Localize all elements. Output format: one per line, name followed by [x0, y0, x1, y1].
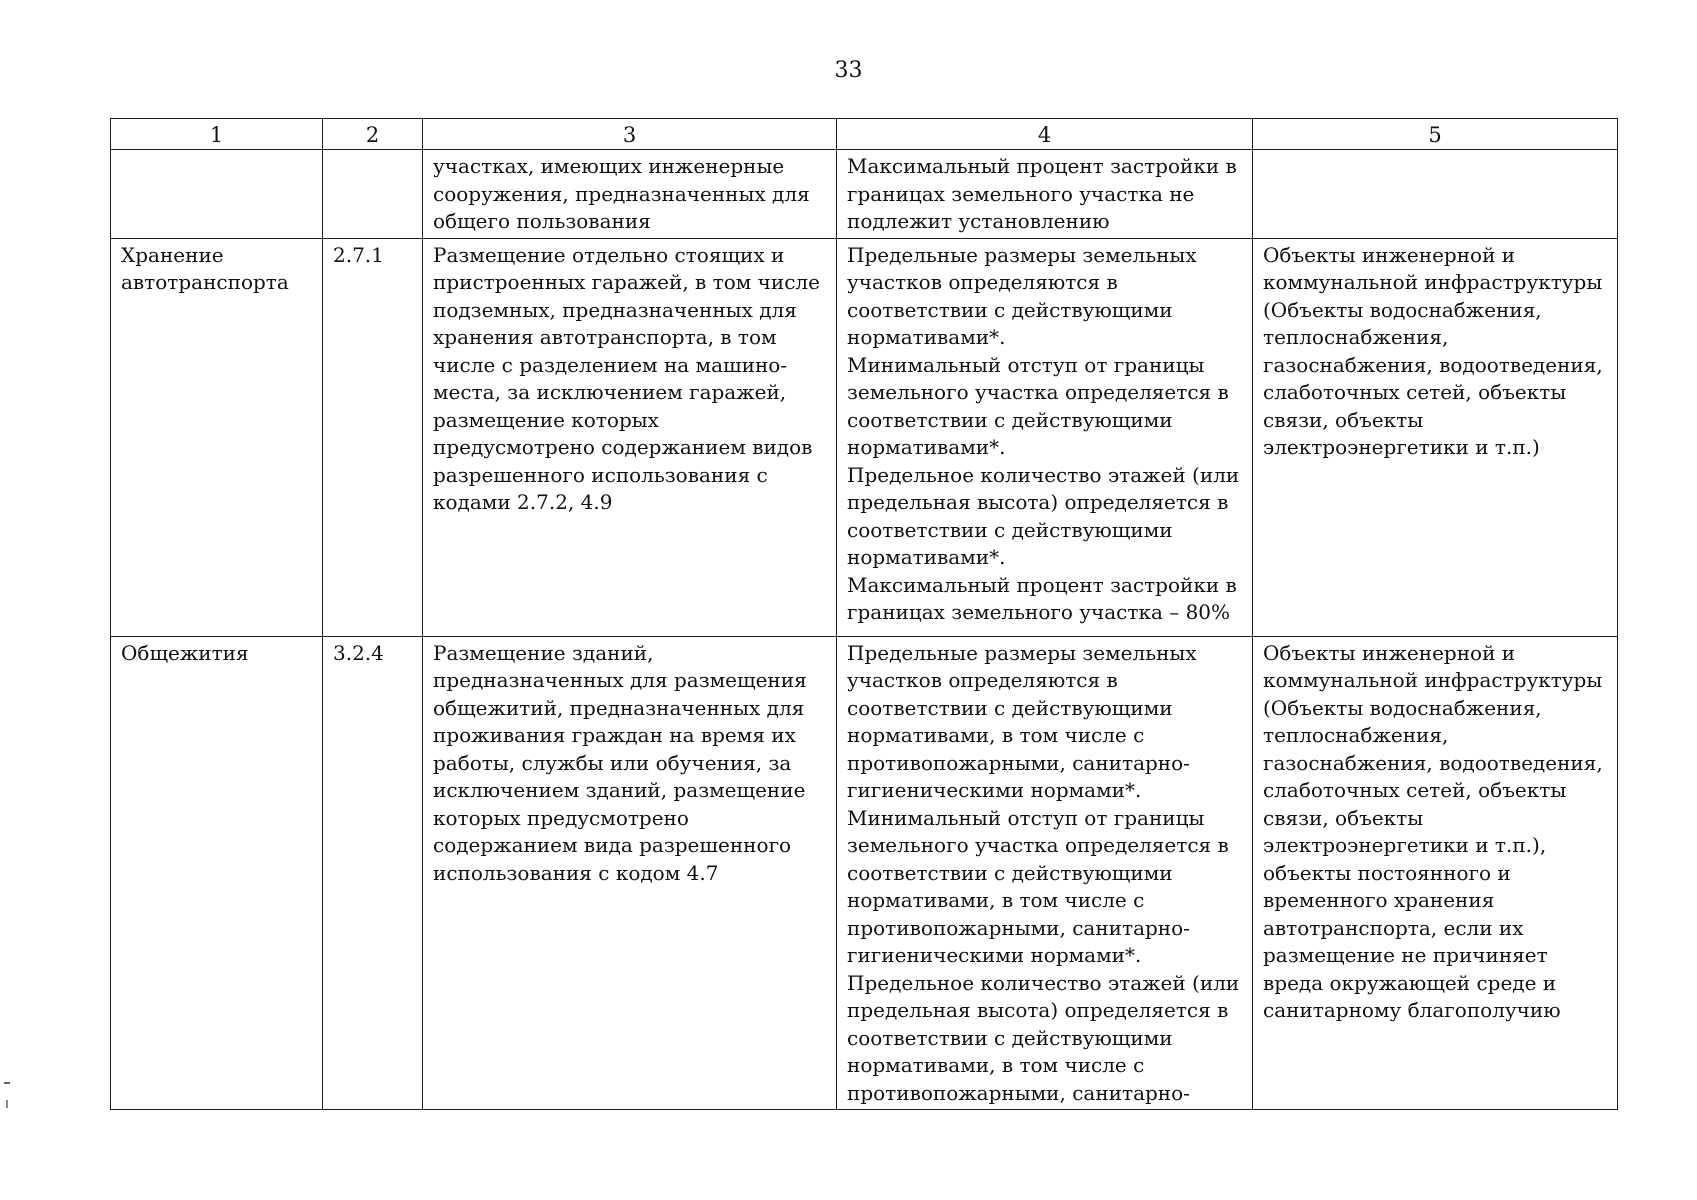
use-parameters-cell: Предельные размеры земельных участков определяются в соответствии с действующими нормативами*. Минимальный отступ от границы земельного участка определяется в соответствии с действующими нормативами*. Предельное количество этажей (или предельная высота) определяется в соответствии с действующими нормативами*. Максимальный процент застройки в границах земельного участка – 80%: [837, 238, 1253, 636]
cont-parameters-cell: Максимальный процент застройки в границах земельного участка не подлежит установлению: [837, 150, 1253, 239]
page-number: 33: [834, 58, 863, 83]
use-parameters-cell: Предельные размеры земельных участков определяются в соответствии с действующими нормативами, в том числе с противопожарными, санитарно-гигиеническими нормами*. Минимальный отступ от границы земельного участка определяется в соответствии с действующими нормативами, в том числе с противопожарными, санитарно-гигиеническими нормами*. Предельное количество этажей (или предельная высота) определяется в соответствии с действующими нормативами, в том числе с противопожарными, санитарно-: [837, 636, 1253, 1110]
use-auxiliary-cell: Объекты инженерной и коммунальной инфраструктуры (Объекты водоснабжения, теплоснабжения, газоснабжения, водоотведения, слаботочных сетей, объекты связи, объекты электроэнергетики и т.п.), объекты постоянного и временного хранения автотранспорта, если их размещение не причиняет вреда окружающей среде и санитарному благополучию: [1253, 636, 1618, 1110]
table-header-row: [111, 119, 1618, 150]
cont-code-cell: [323, 150, 423, 239]
table-row: [111, 636, 1618, 1110]
cont-description-cell: участках, имеющих инженерные сооружения, предназначенных для общего пользования: [423, 150, 837, 239]
header-col-3: 3: [423, 119, 837, 150]
header-col-5: 5: [1253, 119, 1618, 150]
scan-artifact: [6, 1100, 8, 1108]
use-code-cell: 2.7.1: [323, 238, 423, 636]
use-description-cell: Размещение зданий, предназначенных для размещения общежитий, предназначенных для проживания граждан на время их работы, службы или обучения, за исключением зданий, размещение которых предусмотрено содержанием вида разрешенного использования с кодом 4.7: [423, 636, 837, 1110]
table-row-continuation: [111, 150, 1618, 239]
use-code-cell: 3.2.4: [323, 636, 423, 1110]
use-auxiliary-cell: Объекты инженерной и коммунальной инфраструктуры (Объекты водоснабжения, теплоснабжения, газоснабжения, водоотведения, слаботочных сетей, объекты связи, объекты электроэнергетики и т.п.): [1253, 238, 1618, 636]
header-col-1: 1: [111, 119, 323, 150]
cont-auxiliary-cell: [1253, 150, 1618, 239]
header-col-2: 2: [323, 119, 423, 150]
header-col-4: 4: [837, 119, 1253, 150]
use-description-cell: Размещение отдельно стоящих и пристроенных гаражей, в том числе подземных, предназначенных для хранения автотранспорта, в том числе с разделением на машино-места, за исключением гаражей, размещение которых предусмотрено содержанием видов разрешенного использования с кодами 2.7.2, 4.9: [423, 238, 837, 636]
use-name-cell: Хранение автотранспорта: [111, 238, 323, 636]
scan-artifact: [4, 1082, 10, 1084]
cont-name-cell: [111, 150, 323, 239]
use-name-cell: Общежития: [111, 636, 323, 1110]
table-row: [111, 238, 1618, 636]
zoning-regulations-table: [110, 118, 1618, 1110]
